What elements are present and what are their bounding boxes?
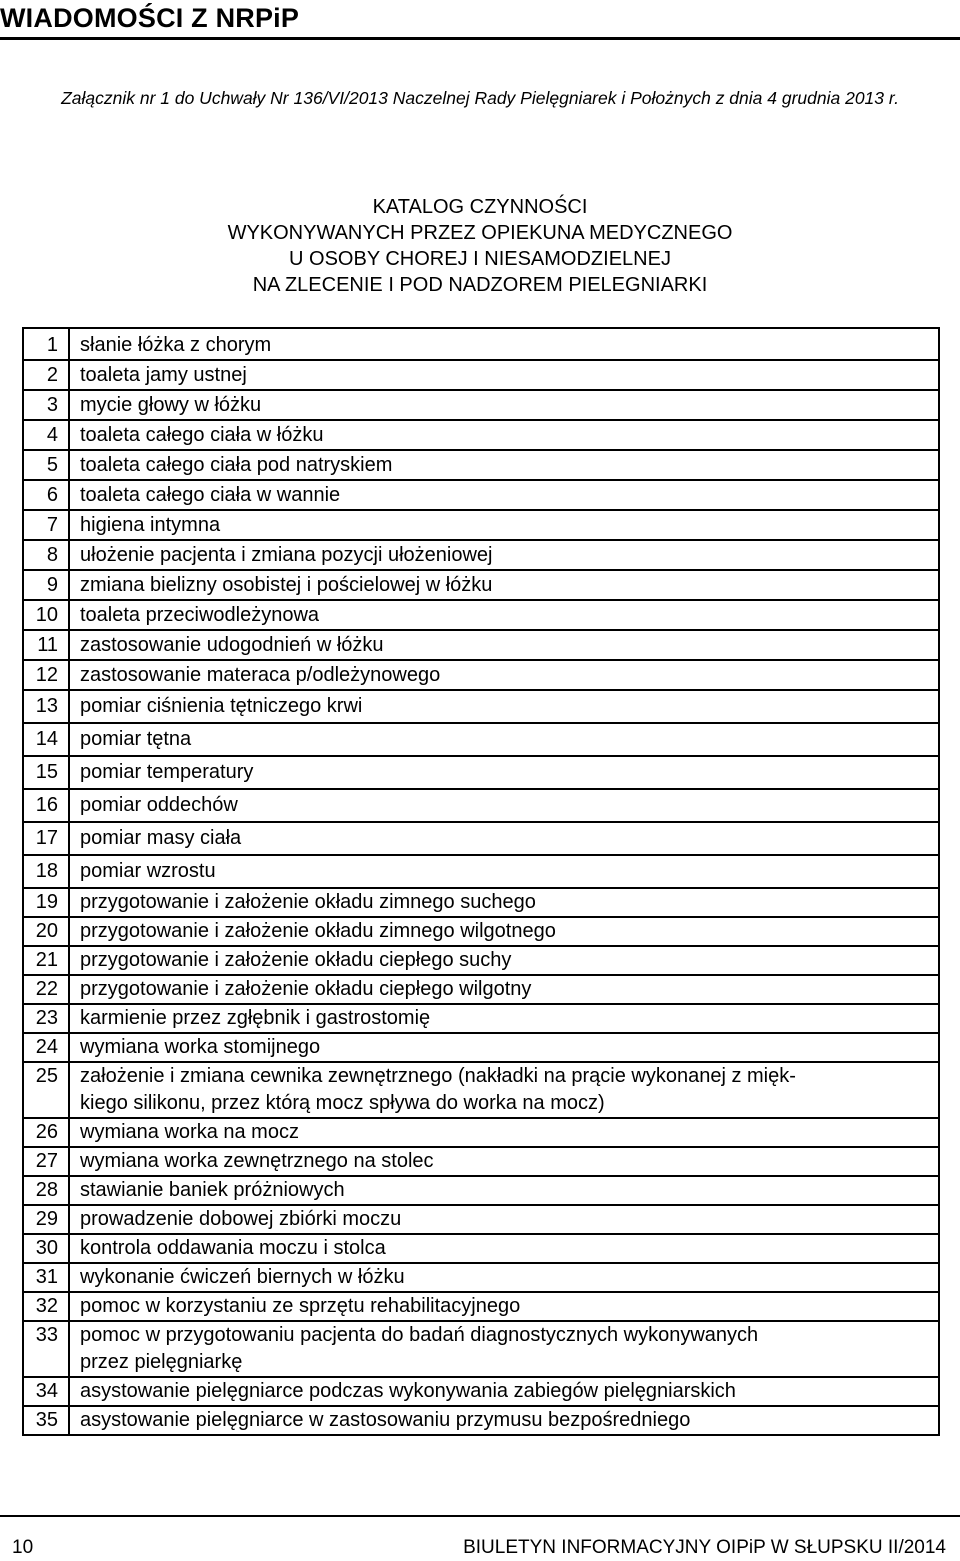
activity-number: 29 bbox=[23, 1205, 69, 1234]
activity-text: asystowanie pielęgniarce podczas wykonywania zabiegów pielęgniarskich bbox=[80, 1380, 736, 1402]
activity-text: wymiana worka stomijnego bbox=[80, 1036, 321, 1058]
activity-number: 32 bbox=[23, 1292, 69, 1321]
activity-description bbox=[69, 1321, 939, 1377]
activity-number: 4 bbox=[23, 420, 69, 450]
activity-text: zastosowanie udogodnień w łóżku bbox=[80, 634, 384, 656]
activity-description bbox=[69, 1377, 939, 1406]
activity-text: pomiar temperatury bbox=[80, 761, 254, 783]
activity-number: 28 bbox=[23, 1176, 69, 1205]
table-row bbox=[23, 1406, 939, 1435]
activity-description bbox=[69, 630, 939, 660]
table-row bbox=[23, 1321, 939, 1377]
table-row bbox=[23, 975, 939, 1004]
activity-description bbox=[69, 600, 939, 630]
activity-text: pomiar ciśnienia tętniczego krwi bbox=[80, 695, 363, 717]
activity-number: 17 bbox=[23, 822, 69, 855]
activity-text: pomoc w przygotowaniu pacjenta do badań diagnostycznych wykonywanych bbox=[80, 1324, 759, 1346]
activity-number: 1 bbox=[23, 328, 69, 360]
activity-number: 23 bbox=[23, 1004, 69, 1033]
activity-description bbox=[69, 723, 939, 756]
activity-description bbox=[69, 822, 939, 855]
activity-description bbox=[69, 328, 939, 360]
table-row bbox=[23, 855, 939, 888]
activity-number: 27 bbox=[23, 1147, 69, 1176]
table-row bbox=[23, 600, 939, 630]
activity-number: 26 bbox=[23, 1118, 69, 1147]
activity-text: toaleta całego ciała w łóżku bbox=[80, 424, 324, 446]
catalog-title-line: KATALOG CZYNNOŚCI bbox=[372, 196, 588, 218]
activity-number: 8 bbox=[23, 540, 69, 570]
table-row bbox=[23, 789, 939, 822]
activity-description bbox=[69, 1033, 939, 1062]
activity-text: słanie łóżka z chorym bbox=[80, 334, 272, 356]
activity-description bbox=[69, 450, 939, 480]
activity-number: 30 bbox=[23, 1234, 69, 1263]
publication-name: BIULETYN INFORMACYJNY OIPiP W SŁUPSKU II/2014 bbox=[463, 1537, 946, 1558]
table-row bbox=[23, 822, 939, 855]
catalog-title-line: NA ZLECENIE I POD NADZOREM PIELEGNIARKI bbox=[252, 274, 708, 296]
activity-description bbox=[69, 510, 939, 540]
activity-text: toaleta przeciwodleżynowa bbox=[80, 604, 320, 626]
table-row bbox=[23, 540, 939, 570]
table-row bbox=[23, 1033, 939, 1062]
activity-number: 21 bbox=[23, 946, 69, 975]
activity-text: pomiar masy ciała bbox=[80, 827, 242, 849]
activities-table bbox=[22, 327, 940, 1436]
table-row bbox=[23, 1292, 939, 1321]
activity-number: 18 bbox=[23, 855, 69, 888]
activity-description bbox=[69, 420, 939, 450]
activity-number: 10 bbox=[23, 600, 69, 630]
activity-text: pomiar tętna bbox=[80, 728, 192, 750]
activity-text: przygotowanie i założenie okładu ciepłego wilgotny bbox=[80, 978, 532, 1000]
activity-description bbox=[69, 480, 939, 510]
page-number: 10 bbox=[12, 1537, 34, 1558]
table-row bbox=[23, 390, 939, 420]
activity-number: 11 bbox=[23, 630, 69, 660]
table-row bbox=[23, 660, 939, 690]
activity-number: 5 bbox=[23, 450, 69, 480]
table-row bbox=[23, 328, 939, 360]
activity-description bbox=[69, 1004, 939, 1033]
table-row bbox=[23, 946, 939, 975]
activity-description bbox=[69, 1263, 939, 1292]
table-row bbox=[23, 1004, 939, 1033]
activity-description bbox=[69, 1406, 939, 1435]
catalog-title-line: WYKONYWANYCH PRZEZ OPIEKUNA MEDYCZNEGO bbox=[227, 222, 733, 244]
activity-text: zastosowanie materaca p/odleżynowego bbox=[80, 664, 441, 686]
activity-text-continued: kiego silikonu, przez którą mocz spływa do worka na mocz) bbox=[80, 1092, 605, 1114]
table-row bbox=[23, 917, 939, 946]
activity-number: 13 bbox=[23, 690, 69, 723]
table-row bbox=[23, 888, 939, 917]
activity-text: wymiana worka zewnętrznego na stolec bbox=[80, 1150, 434, 1172]
annex-note: Załącznik nr 1 do Uchwały Nr 136/VI/2013 Naczelnej Rady Pielęgniarek i Położnych z dnia 4 grudnia 2013 r. bbox=[61, 88, 899, 108]
activity-text: wykonanie ćwiczeń biernych w łóżku bbox=[80, 1266, 405, 1288]
activity-text: toaleta całego ciała w wannie bbox=[80, 484, 341, 506]
activity-text: ułożenie pacjenta i zmiana pozycji ułożeniowej bbox=[80, 544, 493, 566]
activity-description bbox=[69, 917, 939, 946]
activity-description bbox=[69, 390, 939, 420]
table-row bbox=[23, 570, 939, 600]
activity-text-continued: przez pielęgniarkę bbox=[80, 1351, 243, 1373]
table-row bbox=[23, 1205, 939, 1234]
activity-number: 3 bbox=[23, 390, 69, 420]
page-footer bbox=[0, 1515, 960, 1561]
activity-number: 34 bbox=[23, 1377, 69, 1406]
activity-number: 25 bbox=[23, 1062, 69, 1118]
activity-text: toaleta jamy ustnej bbox=[80, 364, 247, 386]
activity-text: asystowanie pielęgniarce w zastosowaniu przymusu bezpośredniego bbox=[80, 1409, 691, 1431]
activity-number: 35 bbox=[23, 1406, 69, 1435]
activity-text: założenie i zmiana cewnika zewnętrznego (nakładki na prącie wykonanej z mięk- bbox=[80, 1065, 796, 1087]
table-row bbox=[23, 1234, 939, 1263]
page-header bbox=[0, 0, 960, 40]
section-title: WIADOMOŚCI Z NRPiP bbox=[0, 3, 300, 33]
activity-text: przygotowanie i założenie okładu zimnego suchego bbox=[80, 891, 536, 913]
activity-description bbox=[69, 1147, 939, 1176]
activity-text: stawianie baniek próżniowych bbox=[80, 1179, 345, 1201]
activity-description bbox=[69, 540, 939, 570]
activity-number: 33 bbox=[23, 1321, 69, 1377]
table-row bbox=[23, 1062, 939, 1118]
activity-description bbox=[69, 1292, 939, 1321]
activity-number: 2 bbox=[23, 360, 69, 390]
activity-description bbox=[69, 756, 939, 789]
activity-description bbox=[69, 946, 939, 975]
activity-number: 6 bbox=[23, 480, 69, 510]
table-row bbox=[23, 1176, 939, 1205]
activity-number: 31 bbox=[23, 1263, 69, 1292]
activity-number: 22 bbox=[23, 975, 69, 1004]
activity-number: 19 bbox=[23, 888, 69, 917]
activity-description bbox=[69, 1176, 939, 1205]
catalog-title-line: U OSOBY CHOREJ I NIESAMODZIELNEJ bbox=[289, 248, 671, 270]
activity-number: 12 bbox=[23, 660, 69, 690]
table-row bbox=[23, 630, 939, 660]
activity-description bbox=[69, 1118, 939, 1147]
activity-text: pomiar wzrostu bbox=[80, 860, 216, 882]
table-row bbox=[23, 450, 939, 480]
activity-number: 24 bbox=[23, 1033, 69, 1062]
activity-description bbox=[69, 1234, 939, 1263]
activity-text: pomoc w korzystaniu ze sprzętu rehabilitacyjnego bbox=[80, 1295, 521, 1317]
activity-number: 15 bbox=[23, 756, 69, 789]
activity-text: toaleta całego ciała pod natryskiem bbox=[80, 454, 393, 476]
activity-number: 9 bbox=[23, 570, 69, 600]
table-row bbox=[23, 723, 939, 756]
table-row bbox=[23, 360, 939, 390]
activity-description bbox=[69, 975, 939, 1004]
activity-number: 14 bbox=[23, 723, 69, 756]
table-row bbox=[23, 1147, 939, 1176]
table-row bbox=[23, 510, 939, 540]
activity-text: zmiana bielizny osobistej i pościelowej w łóżku bbox=[80, 574, 493, 596]
activity-text: pomiar oddechów bbox=[80, 794, 238, 816]
activity-description bbox=[69, 1205, 939, 1234]
activity-number: 16 bbox=[23, 789, 69, 822]
activity-text: mycie głowy w łóżku bbox=[80, 394, 262, 416]
table-row bbox=[23, 690, 939, 723]
activity-description bbox=[69, 855, 939, 888]
table-row bbox=[23, 756, 939, 789]
table-row bbox=[23, 1263, 939, 1292]
activity-text: przygotowanie i założenie okładu ciepłego suchy bbox=[80, 949, 512, 971]
activity-description bbox=[69, 660, 939, 690]
table-row bbox=[23, 420, 939, 450]
activity-description bbox=[69, 570, 939, 600]
activity-text: kontrola oddawania moczu i stolca bbox=[80, 1237, 386, 1259]
activity-text: higiena intymna bbox=[80, 514, 221, 536]
activity-number: 7 bbox=[23, 510, 69, 540]
activity-text: karmienie przez zgłębnik i gastrostomię bbox=[80, 1007, 431, 1029]
activity-text: przygotowanie i założenie okładu zimnego wilgotnego bbox=[80, 920, 556, 942]
activity-description bbox=[69, 789, 939, 822]
activity-description bbox=[69, 360, 939, 390]
activity-description bbox=[69, 888, 939, 917]
table-row bbox=[23, 1377, 939, 1406]
catalog-title bbox=[0, 194, 960, 298]
activity-number: 20 bbox=[23, 917, 69, 946]
activity-text: wymiana worka na mocz bbox=[80, 1121, 299, 1143]
activity-text: prowadzenie dobowej zbiórki moczu bbox=[80, 1208, 402, 1230]
table-row bbox=[23, 480, 939, 510]
table-row bbox=[23, 1118, 939, 1147]
activity-description bbox=[69, 1062, 939, 1118]
activity-description bbox=[69, 690, 939, 723]
